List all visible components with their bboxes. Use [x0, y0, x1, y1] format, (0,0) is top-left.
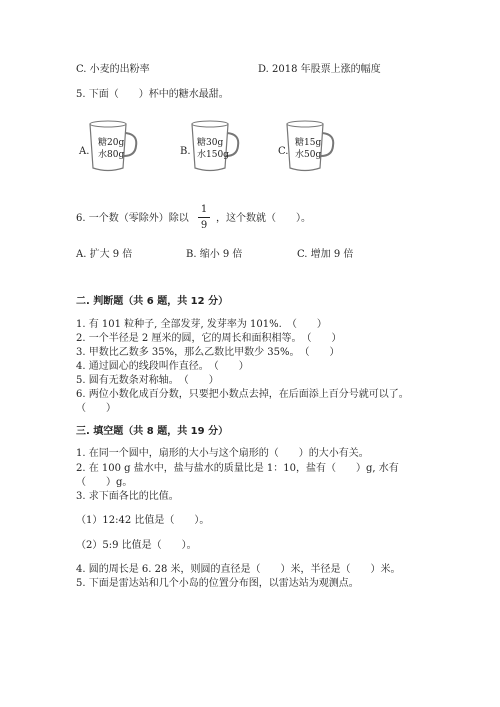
cup-c-sugar: 糖15g	[295, 138, 322, 148]
cup-a-water: 水80g	[98, 150, 125, 160]
cup-a	[78, 118, 140, 174]
cup-a-label: A.	[79, 146, 90, 157]
section2-item-5: 5. 圆有无数条对称轴。 （ ）	[76, 375, 219, 386]
section2-title: 二. 判断题（共 6 题，共 12 分）	[76, 296, 229, 307]
section3-item-3-2: （2）5:9 比值是（ ）。	[76, 540, 197, 551]
q6-option-b: B. 缩小 9 倍	[186, 249, 243, 260]
section2-item-1: 1. 有 101 粒种子, 全部发芽, 发芽率为 101%. （ ）	[76, 319, 327, 330]
section2-item-3: 3. 甲数比乙数多 35%，那么乙数比甲数少 35%。 （ ）	[76, 347, 340, 358]
q6-stem-after: ，这个数就（ ）。	[216, 213, 311, 224]
q4-option-d: D. 2018 年股票上涨的幅度	[258, 64, 381, 75]
cup-b-sugar: 糖30g	[197, 138, 224, 148]
q6-option-c: C. 增加 9 倍	[297, 249, 354, 260]
section3-item-4: 4. 圆的周长是 6. 28 米，则圆的直径是（ ）米，半径是（ ）米。	[76, 564, 401, 575]
q5-stem: 5. 下面（ ）杯中的糖水最甜。	[76, 89, 229, 100]
section2-item-6: 6. 两位小数化成百分数，只要把小数点去掉，在后面添上百分号就可以了。	[76, 389, 409, 400]
section2-item-6-answer: （ ）	[76, 403, 116, 414]
section3-title: 三. 填空题（共 8 题，共 19 分）	[76, 426, 229, 437]
cup-c-label: C.	[278, 146, 289, 157]
section3-item-2-cont: （ ）g。	[76, 477, 133, 488]
section3-item-1: 1. 在同一个圆中，扇形的大小与这个扇形的（ ）的大小有关。	[76, 448, 369, 459]
cup-b-water: 水150g	[197, 150, 229, 160]
q6-fraction-numerator: 1	[200, 204, 208, 215]
section3-item-5: 5. 下面是雷达站和几个小岛的位置分布图，以雷达站为观测点。	[76, 578, 359, 589]
q6-stem-before: 6. 一个数（零除外）除以	[76, 213, 189, 224]
section3-item-2: 2. 在 100 g 盐水中，盐与盐水的质量比是 1：10，盐有（ ）g, 水有	[76, 463, 399, 474]
cup-c-water: 水50g	[295, 150, 322, 160]
q6-option-a: A. 扩大 9 倍	[76, 249, 133, 260]
cup-c	[275, 118, 337, 174]
fraction-bar	[198, 217, 210, 218]
q6-fraction	[198, 204, 210, 231]
cup-b	[180, 118, 242, 174]
section3-item-3-1: （1）12:42 比值是（ ）。	[76, 515, 210, 526]
section2-item-4: 4. 通过圆心的线段叫作直径。 （ ）	[76, 361, 249, 372]
cup-b-label: B.	[180, 146, 191, 157]
cup-a-sugar: 糖20g	[98, 138, 125, 148]
q4-option-c: C. 小麦的出粉率	[76, 64, 150, 75]
section2-item-2: 2. 一个半径是 2 厘米的圆，它的周长和面积相等。 （ ）	[76, 333, 342, 344]
section3-item-3: 3. 求下面各比的比值。	[76, 491, 179, 502]
q6-fraction-denominator: 9	[200, 220, 208, 231]
